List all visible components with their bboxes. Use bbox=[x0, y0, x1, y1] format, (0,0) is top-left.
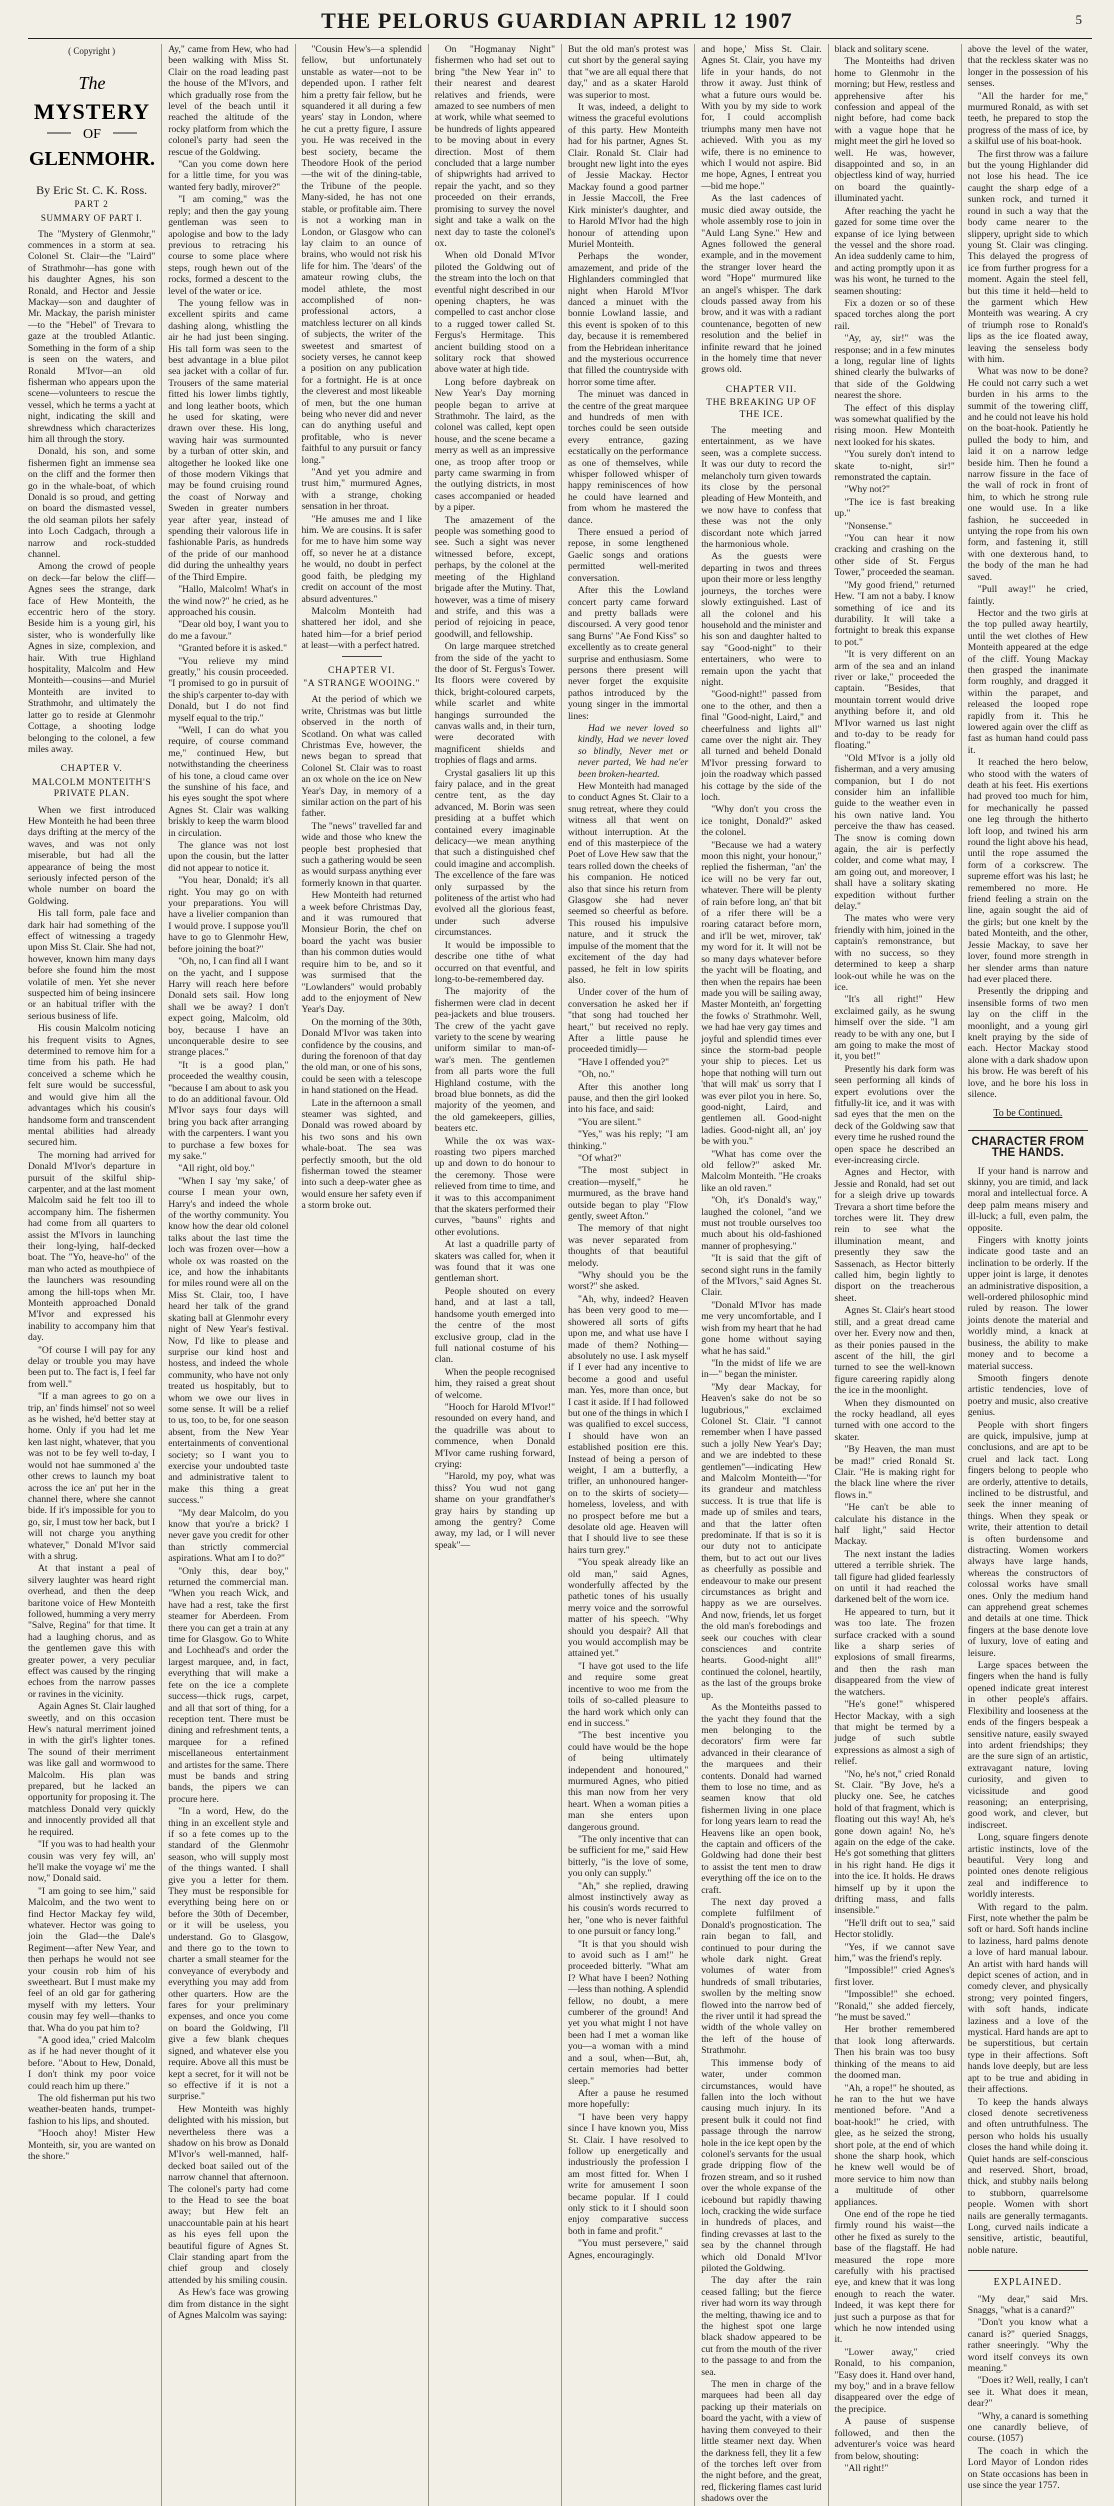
article-paragraph: With regard to the palm. First, note whether the palm be soft or hard. Soft hands incline to laziness, hard palms denote a love of hard manual labour. An artist with hard hands will depict scenes of action, and in comedy clever, and physically strong; very pointed fingers, with soft hands, indicate laziness and a love of the mystical. Hard hands are apt to be superstitious, but certain type in their affections. Soft hands love deeply, but are less apt to be true and abiding in their affections. bbox=[967, 1901, 1088, 2096]
story-paragraph: Presently his dark form was seen performing all kinds of expert evolutions over the fitfully-lit ice, and it was with sad eyes that the men on the deck of the Goldwing saw that every time he rushed round the open space he described an ever-increasing circle. bbox=[834, 1063, 955, 1166]
story-paragraph: "My dear Mackay, for Heaven's sake do not be so lugubrious," exclaimed Colonel St. Clair. "I cannot remember when I have passed such a jolly New Year's Day; and we are indebted to these gentlemen"—indicating Hew and Malcolm Monteith—"for its grandeur and matchless success. It is true that life is made up of smiles and tears, and that the latter often predominate. If that is so it is our duty not to anticipate them, but to act out our lives as cheerfully as possible and endeavour to make our present circumstances as bright and happy as we are ourselves. And now, friends, let us forget the old man's forebodings and seek our couches with clear consciences and contrite hearts. Good-night all!" continued the colonel, heartily, as the last of the groups broke up. bbox=[701, 1381, 822, 1701]
story-paragraph: At last a quadrille party of skaters was called for, when it was found that it was one gentleman short. bbox=[434, 1239, 555, 1285]
story-paragraph: "He can't be able to calculate his distance in the half light," said Hector Mackay. bbox=[834, 1502, 955, 1548]
column-8 bbox=[961, 44, 1094, 2506]
story-paragraph: Long before daybreak on New Year's Day morning people began to arrive at Strathmohr. The laird, as the colonel was called, kept open house, and the scene became a merry as well as an impressive one, as troop after troop or party came swarming in from the outlying districts, in most cases accompanied or headed by a piper. bbox=[434, 376, 555, 514]
summary-paragraph: Among the crowd of people on deck—far below the cliff—Agnes sees the strange, dark face of Hew Monteith, the eccentric hero of the story. Beside him is a young girl, his sister, who is wonderfully like Agnes in size, complexion, and hair. With true Highland hospitality, Malcolm and Hew Monteith—cousins—and Muriel Monteith are invited to Strathmohr, and ultimately the latter go to reside at Glenmohr Cottage, a shooting lodge belonging to the colonel, a few miles away. bbox=[28, 561, 156, 755]
story-paragraph: "My good friend," returned Hew. "I am not a baby. I know something of ice and its durability. It will take a fortnight to break this expanse to pot." bbox=[834, 579, 955, 648]
story-paragraph: The amazement of the people was something good to see. Such a sight was never witnessed before, except, perhaps, by the colonel at the meeting of the Highland brigade after the Mutiny. That, however, was a time of misery and strife, and this was a period of rejoicing in peace, goodwill, and fellowship. bbox=[434, 514, 555, 640]
story-paragraph: "Have I offended you?" bbox=[578, 1056, 670, 1068]
story-paragraph: "Good-night!" passed from one to the other, and then a final "Good-night, Laird," and cheerfulness and lights all" came over the night air. They all turned and beheld Donald M'Ivor pressing forward to join the roadway which passed his cottage by the side of the loch. bbox=[701, 689, 822, 803]
story-paragraph: "I am going to see him," said Malcolm, and the two went to find Hector Mackay fey wild, whatever. Hector was going to join the Glad—the Dale's Regiment—after New Year, and then perhaps he would not see your cousin rob him of his sweetheart. But I must make my feel of an old gar for gathering myself with my letters. Your cousin may fey well—thanks to that. Wha do you pat him to? bbox=[28, 1885, 156, 2034]
story-paragraph: After reaching the yacht he gazed for some time over the expanse of ice lying between the vessel and the shore road. An idea suddenly came to him, and acting promptly upon it as was his wont, he turned to the seamen shouting: bbox=[834, 205, 955, 297]
story-paragraph: "Nonsense." bbox=[844, 520, 893, 532]
story-paragraph: "Impossible!" she echoed. "Ronald," she added fiercely, "he must be saved." bbox=[834, 1989, 955, 2024]
story-paragraph: "He amuses me and I like him. We are cousins. It is safer for me to have him some way off, so never he at a distance he would, no doubt in perfect good faith, be pledging my credit on account of the most absurd adventures." bbox=[301, 513, 422, 605]
story-paragraph: Hector and the two girls at the top pulled away heartily, until the wet clothes of Hew Monteith appeared at the edge of the cliff. Young Mackay then grasped the inanimate form roughly, and dragged it within the parapet, and released the looped rope rapidly from it. This he lowered again over the cliff as fast as human hand could pass it. bbox=[967, 607, 1088, 756]
summary-paragraph: The "Mystery of Glenmohr," commences in a storm at sea. Colonel St. Clair—the "Laird" of Strathmohr—has gone with his daughter Agnes, his son Ronald, and Hector and Jessie Mackay—son and daughter of Mr. Mackay, the parish minister—to the "Hebel" of Trevara to gaze at the troubled Atlantic. Something in the form of a ship is seen on the waters, and Ronald M'Ivor—an old fisherman who appears upon the scene—volunteers to rescue the vessel, which he terms a yacht at night, indicating the skill and shrewdness which characterizes him all through the story. bbox=[28, 228, 156, 445]
story-paragraph: The "news" travelled far and wide and those who knew the people best prophesied that such a gathering would be seen as would surpass anything ever formerly known in that quarter. bbox=[301, 820, 422, 889]
article-paragraph: "Does it? Well, really, I can't see it. What does it mean, dear?" bbox=[967, 2375, 1088, 2410]
story-paragraph: Late in the afternoon a small steamer was sighted, and Donald was rowed aboard by his two sons and his own whale-boat. The sea was perfectly smooth, but the old fisherman towed the steamer into such a deep-water ghee as would ensure her safety even if a storm broke out. bbox=[301, 1097, 422, 1212]
svg-text:OF: OF bbox=[82, 127, 101, 143]
story-paragraph: The young fellow was in excellent spirits and came dashing along, whistling the air he had just been singing. His tall form was seen to the best advantage in a blue pilot sea jacket with a collar of fur. Trousers of the same material fitted his lower limbs tightly, and long leather boots, which he used for skating, were drawn over these. His long, waving hair was surmounted by a turban of otter skin, and altogether he looked like one of those modern Vikings that may be found cruising round the coast of Norway and Sweden in greater numbers year after year, instead of spending their valorous life in fashionable Paris, as hundreds of the pride of our manhood did during the unhealthy years of the Third Empire. bbox=[168, 297, 289, 583]
story-paragraph: "All the harder for me," murmured Ronald, as with set teeth, he prepared to stop the progress of the mass of ice, by a skilful use of his boat-hook. bbox=[967, 90, 1088, 148]
story-paragraph: Crystal gasaliers lit up this fairy palace, and in the great centre tent, as the day advanced, M. Borin was seen presiding at a buffet which contained every imaginable delicacy—we mean anything that such a distinguished chef could imagine and accomplish. The excellence of the fare was only surpassed by the politeness of the artist who had evolved all the glorious feast, under such adverse circumstances. bbox=[434, 767, 555, 939]
page-mark: 5 bbox=[1075, 12, 1082, 27]
story-paragraph: When they dismounted on the rocky headland, all eyes turned with one accord to the skater. bbox=[834, 1397, 955, 1443]
story-paragraph: This immense body of water, under common circumstances, would have fallen into the loch without causing much injury. In its present bulk it could not find passage through the narrow hole in the ice kept open by the colonel's servants for the usual grade dripping flow of the frozen stream, and so it rushed over the whole expanse of the icebound but rapidly thawing loch, cracking the wide surface in hundreds of places, and finding crevasses at last to the sea by the channel through which old Donald M'Ivor piloted the Goldwing. bbox=[701, 2057, 822, 2274]
story-paragraph: "Dear old boy, I want you to do me a favour." bbox=[168, 619, 289, 642]
chapter-7-heading: CHAPTER VII. bbox=[725, 383, 797, 395]
story-paragraph: It reached the hero below, who stood with the waters of death at his feet. His exertions had proved too much for him, for mechanically he passed one leg through the hitherto loft loop, and twined his arm round the light above his head, until the rope assumed the form of a corkscrew. The supreme effort was his last; he remembered no more. He friend feeling a strain on the line, again sought the aid of the girls; but one knelt by the bated Monteith, and the other, Jessie Mackay, to save her lover, found more strength in her slender arms than nature had ever placed there. bbox=[967, 757, 1088, 985]
story-paragraph: After this the Lowland concert party came forward and pretty ballads were discoursed. A very good tenor sang Burns' "Ae Fond Kiss" so excellently as to create general surprise and enthusiasm. Some persons there present will never forget the exquisite pathos introduced by the young singer in the immortal lines: bbox=[568, 585, 689, 722]
story-paragraph: The old fisherman put his two weather-beaten hands, trumpet-fashion to his lips, and shouted. bbox=[28, 2093, 156, 2127]
to-be-continued: To be Continued. bbox=[993, 1108, 1063, 1120]
column-7 bbox=[828, 44, 961, 2506]
story-paragraph: "Donald M'Ivor has made me very uncomfortable, and I wish from my heart that he had gone home without saying what he has said." bbox=[701, 1299, 822, 1357]
story-paragraph: When we first introduced Hew Monteith he had been three days drifting at the mercy of the waves, and was not only miserable, but had all the appearance of being the most seriously infected person of the whole number on board the Goldwing. bbox=[28, 804, 156, 907]
story-paragraph: "Only this, dear boy," returned the commercial man. "When you reach Wick, and have had a rest, take the first steamer for Aberdeen. From there you can get a train at any time for Glasgow. Go to White and Lochhead's and order the largest marquee, and, in fact, everything that will make a fete on the ice a complete success—thick rugs, carpet, and all that sort of thing, for a reception tent. There must be dining and refreshment tents, a marquee for a refined miscellaneous entertainment and artistes for the same. There must be bands and string bands, the pipers we can procure here. bbox=[168, 1565, 289, 1805]
story-paragraph: Agnes and Hector, with Jessie and Ronald, had set out for a sleigh drive up towards Trevara a short time before the torches were lit. They drew rein to see what the illumination meant, and presently they saw the Sassenach, as Hector bitterly called him, begin lightly to disport on the treacherous sheet. bbox=[834, 1167, 955, 1304]
story-paragraph: The Monteiths had driven home to Glenmohr in the morning; but Hew, restless and apprehensive after his confession and appeal of the night before, had come back with a vague hope that he might meet the girl he loved so well. He was, however, disappointed and so, in an objectless kind of way, hurried on board the quaintly-illuminated yacht. bbox=[834, 56, 955, 205]
story-paragraph: It would be impossible to describe one tithe of what occurred on that eventful, and long-to-be-remembered day. bbox=[434, 939, 555, 985]
story-paragraph: The effect of this display was somewhat qualified by the rising moon. Hew Monteith next looked for his skates. bbox=[834, 402, 955, 448]
story-paragraph: Under cover of the hum of conversation he asked her if "that song had touched her heart," but received no reply. After a little pause he proceeded timidly— bbox=[568, 987, 689, 1056]
story-paragraph: After a pause he resumed more hopefully: bbox=[568, 2087, 689, 2111]
story-paragraph: The meeting and entertainment, as we have seen, was a complete success. It was our duty to record the melancholy turn given towards its close by the personal pleading of Hew Monteith, and we now have to confess that these was not the only discordant note which jarred the harmonious whole. bbox=[701, 425, 822, 551]
story-paragraph: The glance was not lost upon the cousin, but the latter did not appear to notice it. bbox=[168, 840, 289, 874]
story-paragraph: On the morning of the 30th, Donald M'Ivor was taken into confidence by the cousins, and during the forenoon of that day the old man, or one of his sons, could be seen with a telescope in hand stationed on the Head. bbox=[301, 1016, 422, 1097]
story-paragraph: Fix a dozen or so of these spaced torches along the port rail. bbox=[834, 297, 955, 332]
story-paragraph: "Why don't you cross the ice tonight, Donald?" asked the colonel. bbox=[701, 804, 822, 839]
story-paragraph: "Harold, my poy, what was thiss? You wud not gang shame on your grandfather's gray hairs by standing up among the gentry? Come away, my lad, or I will never speak"— bbox=[434, 1471, 555, 1551]
story-paragraph: "Well, I can do what you require, of course command me," continued Hew, but notwithstanding the cheeriness of his tone, a cloud came over the sunshine of his face, and his eyes sought the spot where Agnes St. Clair was walking briskly to keep the warm blood in circulation. bbox=[168, 724, 289, 839]
article-paragraph: "Why, a canard is something one canardly believe, of course. (1057) bbox=[967, 2410, 1088, 2445]
story-paragraph: "Granted before it is asked." bbox=[178, 643, 288, 655]
article-paragraph: "My dear," said Mrs. Snaggs, "what is a canard?" bbox=[967, 2293, 1088, 2316]
summary-paragraph: Donald, his son, and some fishermen fight an immense sea on the cliff and the former then go in the whale-boat, of which Donald is so proud, and getting on board the dismasted vessel, the old seaman pilots her safely into Loch Cadgach, through a narrow and rock-studded channel. bbox=[28, 446, 156, 560]
story-paragraph: "Impossible!" cried Agnes's first lover. bbox=[834, 1965, 955, 1988]
story-paragraph: The men in charge of the marquees had been all day packing up their materials on board the yacht, with a view of having them conveyed to their little steamer next day. When the darkness fell, they lit a few of the torches left over from the night before, and the great, red, flickering flames cast lurid shadows over the bbox=[701, 2379, 822, 2505]
story-paragraph: "Of what?" bbox=[578, 1153, 622, 1164]
chapter-6-subtitle: "A STRANGE WOOING." bbox=[303, 677, 421, 689]
story-paragraph: The memory of that night was never separated from thoughts of that beautiful melody. bbox=[568, 1223, 689, 1269]
character-from-hands-heading: CHARACTER FROM THE HANDS. bbox=[968, 1130, 1088, 1160]
article-paragraph: "Don't you know what a canard is?" queried Snaggs, rather sneeringly. "Why the word itself conveys its own meaning." bbox=[967, 2317, 1088, 2375]
story-paragraph: After this another long pause, and then the girl looked into his face, and said: bbox=[568, 1081, 689, 1116]
story-paragraph: "Hooch for Harold M'Ivor!" resounded on every hand, and the quadrille was about to commence, when Donald M'Ivor came rushing forward, crying: bbox=[434, 1401, 555, 1470]
story-paragraph: Presently the dripping and insensible forms of two men lay on the cliff in the moonlight, and a young girl knelt praying by the side of each. Hector Mackay stood alone with a dark shadow upon his brow. He was bereft of his love, and he bore his loss in silence. bbox=[967, 986, 1088, 1100]
story-paragraph: "I have got used to the life and require some great incentive to woo me from the toils of so-called pleasure to the hard work which only can end in success." bbox=[568, 1660, 689, 1729]
story-paragraph: His tall form, pale face and dark hair had something of the effect of witnessing a tragedy upon Miss St. Clair. She had not, however, known him many days before she found him the most volatile of men. Yet she never suspected him of being insincere or an habitual trifler with the serious business of life. bbox=[28, 908, 156, 1022]
story-paragraph: "If a man agrees to go on a trip, an' finds himsel' not so weel as he wished, he'd better stay at home. Only if you had let me ken last night, whatever, that you was not to be fey well to-day, I would not hae summoned a' the other crews to launch my boat across the ice an' put her in the channel there, where she cannot bide. If it's impossible for you to go, sir, I must tow her back, but I will not charge you anything whatever," Donald M'Ivor said with a shrug. bbox=[28, 1391, 156, 1562]
story-paragraph: "It's all right!" Hew exclaimed gaily, as he swung himself over the side. "I am ready to be with any one, but I am going to make the most of it, you bet!" bbox=[834, 994, 955, 1063]
story-paragraph: "In a word, Hew, do the thing in an excellent style and if so a fete comes up to the standard of the Glenmohr season, who will supply most of the things wanted. I shall give you a letter for them. They must be responsible for everything being here on or before the 30th of December, or it will be useless, you understand. Go to Glasgow, and there go to the town to charter a small steamer for the conveyance of everybody and everything you may add from other quarters. How are the fares for your preliminary expenses, and once you come on board the Goldwing, I'll give a few blank cheques signed, and whatever else you require. Above all this must be kept a secret, for it will not be so effective if it is not a surprise." bbox=[168, 1806, 289, 2103]
story-paragraph: There ensued a period of repose, in some lengthened Gaelic songs and orations permitted well-merited conversation. bbox=[568, 527, 689, 584]
story-paragraph: "By Heaven, the man must be mad!" cried Ronald St. Clair. "He is making right for the black line where the river flows in." bbox=[834, 1444, 955, 1501]
article-paragraph: The coach in which the Lord Mayor of London rides on State occasions has been in use since the year 1757. bbox=[967, 2445, 1088, 2492]
story-paragraph: "Because we had a watery moon this night, your honour," replied the fisherman, "an' the ice will no be very far out, whatever. There will be plenty of rain before long, an' that bit of a rifer there will be a roaring cataract before morn, and it'll be wet, mirover, tak' my word for it. It will not be so many days whatever before the yacht will be floating, and then when the repairs hae been made you will be sailing away, Master Monteith, an' forgetting the fowks o' Strathmohr. Well, we had hae very gay times and joyful and splendid times ever since the storm-bad people your ship to pieces. Let us hope that nothing will turn out 'that will mak' us sorry that I was ever pilot you in here. So, good-night, Laird, and gentlemen all. Good-night ladies. Good-night all, an' joy be with you." bbox=[701, 839, 822, 1148]
story-paragraph: "Oh, it's Donald's way," laughed the colonel, "and we must not trouble ourselves too much about his old-fashioned manner of prophesying." bbox=[701, 1195, 822, 1252]
article-paragraph: Smooth fingers denote artistic tendencies, love of poetry and music, also creative genius. bbox=[967, 1372, 1088, 1419]
story-paragraph: "He'll drift out to sea," said Hector stolidly. bbox=[834, 1917, 955, 1941]
story-paragraph: "All right!" bbox=[844, 2462, 889, 2474]
story-paragraph: "The most subject in creation—myself," he murmured, as the brave hand outside began to play "Flow gently, sweet Afton." bbox=[568, 1165, 689, 1223]
story-paragraph: "It is said that the gift of second sight runs in the family of the M'Ivors," said Agnes St. Clair. bbox=[701, 1253, 822, 1299]
story-paragraph: black and solitary scene. bbox=[834, 44, 929, 55]
story-paragraph: "Lower away," cried Ronald, to his companion, "Easy does it. Hand over hand, my boy," and in a brave fellow disappeared over the edge of the precipice. bbox=[834, 2346, 955, 2415]
story-paragraph: On "Hogmanay Night" fishermen who had set out to bring "the New Year in" to their nearest and dearest relatives and friends, were amazed to see numbers of men at work, while what seemed to be hundreds of lights appeared to be moving about in every direction. Most of them concluded that a large number of shipwrights had arrived to repair the yacht, and so they proceeded on their errands, promising to survey the novel sight and take a walk on the next day to taste the colonel's ox. bbox=[434, 44, 555, 249]
columns bbox=[28, 44, 1094, 2505]
story-paragraph: The next day proved a complete fulfilment of Donald's prognostication. The rain began to fall, and continued to pour during the whole dark night. Great volumes of water from hundreds of small tributaries, swollen by the melting snow flowed into the narrow bed of the river until it had spread the width of the whole valley on the left of the house of Strathmohr. bbox=[701, 1897, 822, 2057]
story-paragraph: "He's gone!" whispered Hector Mackay, with a sigh that might be termed by a judge of such subtle expressions as almost a sigh of relief. bbox=[834, 1699, 955, 1768]
newspaper-title: THE PELORUS GUARDIAN APRIL 12 1907 bbox=[321, 8, 793, 33]
part-label: PART 2 bbox=[74, 198, 109, 209]
svg-text:The: The bbox=[78, 73, 106, 94]
story-paragraph: "Old M'Ivor is a jolly old fisherman, and a very amusing companion, but I do not consider him an infallible guide to the weather even in his own native land. You perceive the thaw has ceased. The snow is coming down again, the air is perfectly colder, and come what may, I am going out, and moreover, I shall have a solitary skating expedition without further delay." bbox=[834, 752, 955, 913]
story-paragraph: "No, he's not," cried Ronald St. Clair. "By Jove, he's a plucky one. See, he catches hold of that fragment, which is floating out this way! Ah, he's gone down again! No, he's again on the edge of the cake. He's got something that glitters in his right hand. He digs it into the ice. It holds. He draws himself up by it upon the drifting mass, and falls insensible." bbox=[834, 1768, 955, 1917]
story-paragraph: The first throw was a failure but the young Highlander did not lose his head. The ice caught the sharp edge of a sunken rock, and turned it round in such a way that the body came nearer to the slippery, upright side to which young St. Clair was clinging. This delayed the progress of ice from further progress for a moment. Again the steel fell, but this time it held—held to the garment which Hew Monteith was wearing. A cry of triumph rose to Ronald's lips as the ice floated away, leaving the senseless body with him. bbox=[967, 148, 1088, 365]
story-paragraph: "Can you come down here for a little time, for you was wanted fery badly, mirover?" bbox=[168, 159, 289, 193]
story-paragraph: "The only incentive that can be sufficient for me," said Hew bitterly, "is the love of some, you only can supply." bbox=[568, 1833, 689, 1880]
column-3 bbox=[295, 44, 428, 2506]
story-paragraph: What was now to be done? He could not carry such a wet burden in his arms to the summit of the towering cliff, and he could not leave his hold on the boat-hook. Patiently he pulled the body to him, and laid it on a narrow ledge beside him. Then he found a narrow fissure in the face of the wall of rock in front of him, to which he strong rule one would use. In a like fashion, he succeeded in untying the rope from his own form, and fastening it, still with one dexterous hand, to the body of the man he had saved. bbox=[967, 366, 1088, 583]
chapter-7-subtitle: THE BREAKING UP OF THE ICE. bbox=[706, 397, 817, 420]
story-paragraph: The majority of the fishermen were clad in decent pea-jackets and blue trousers. The crew of the yacht gave variety to the scene by wearing uniform similar to man-of-war's men. The gentlemen from all parts wore the full Highland costume, with the broad blue bonnets, as did the majority of the yeomen, and the old gamekeepers, gillies, beaters etc. bbox=[434, 986, 555, 1135]
story-paragraph: But the old man's protest was cut short by the general saying that "we are all equal there that day," and as a skater Harold was superior to most. bbox=[568, 44, 689, 101]
story-paragraph: The mates who were very friendly with him, joined in the captain's remonstrance, but with no success, so they determined to keep a sharp look-out while he was on the ice. bbox=[834, 913, 955, 993]
article-paragraph: Large spaces between the fingers when the hand is fully opened indicate great interest in other people's affairs. Flexibility and looseness at the ends of the fingers bespeak a sensitive nature, easily swayed into ardent friendships; they are the sure sign of an artistic, extravagant nature, loving curiosity, and given to vicissitude and good reasoning; an enterprising, good work, and clever, but indiscreet. bbox=[967, 1660, 1088, 1831]
story-paragraph: Malcolm Monteith had shattered her idol, and she hated him—for a brief period at least—with a perfect hatred. bbox=[301, 605, 422, 652]
byline: By Eric St. C. K. Ross. bbox=[36, 183, 148, 198]
story-paragraph: "What has come over the old fellow?" asked Mr. Malcolm Monteith. "He croaks like an old raven." bbox=[701, 1148, 822, 1194]
story-paragraph: One end of the rope he tied firmly round his waist—the other he fixed as surely to the base of the flagstaff. He had measured the rope more carefully with his practised eye, and knew that it was long enough to reach the water. Indeed, it was kept there for just such a purpose as that for which he now intended using it. bbox=[834, 2208, 955, 2346]
story-paragraph: His cousin Malcolm noticing his frequent visits to Agnes, determined to remove him for a time from his path. He had conceived a scheme which he felt sure would be successful, and would give him all the advantages which his cousin's handsome form and transcendent mental abilities had already secured him. bbox=[28, 1023, 156, 1149]
story-paragraph: When old Donald M'Ivor piloted the Goldwing out of the stream into the loch on that eventful night described in our opening chapters, he was compelled to cast anchor close to a rugged tower called St. Fergus's Hermitage. This ancient building stood on a solitary rock that showed above water at high tide. bbox=[434, 250, 555, 376]
story-paragraph: "You relieve my mind greatly," his cousin proceeded. "I promised to go in pursuit of the ship's carpenter to-day with Donald, but I do not find myself equal to the trip." bbox=[168, 655, 289, 724]
story-paragraph: "You can hear it now cracking and crashing on the other side of St. Fergus Tower," proceeded the seaman. bbox=[834, 533, 955, 579]
story-paragraph: "Hooch ahoy! Mister Hew Monteith, sir, you are wanted on the shore." bbox=[28, 2128, 156, 2163]
svg-text:MYSTERY: MYSTERY bbox=[33, 99, 150, 125]
column-5 bbox=[561, 44, 694, 2506]
story-paragraph: It was, indeed, a delight to witness the graceful evolutions of this party. Hew Monteith had for his partner, Agnes St. Clair. Ronald St. Clair had brought new light into the eyes of Jessie Mackay. Hector Mackay found a good partner in Jessie Maccoll, the Free Kirk minister's daughter, and to Harold M'Ivor had the high honour of attending upon Muriel Monteith. bbox=[568, 102, 689, 250]
story-paragraph: The day after the rain ceased falling; but the fierce river had worn its way through the melting, thawing ice and to the highest spot one large black shadow appeared to be cut from the mouth of the river to the passage to and from the sea. bbox=[701, 2275, 822, 2378]
story-paragraph: When the people recognised him, they raised a great shout of welcome. bbox=[434, 1366, 555, 1401]
story-paragraph: On large marquee stretched from the side of the yacht to the door of St. Fergus's Tower. Its floors were covered by thick, bright-coloured carpets, while scarlet and white hangings surrounded the canvas walls and, in their turn, were decorated with magnificent shields and trophies of flags and arms. bbox=[434, 641, 555, 767]
story-paragraph: "You are silent." bbox=[578, 1116, 642, 1128]
story-paragraph: As the Monteiths passed to the yacht they found that the men belonging to the decorators' firm were far advanced in their clearance of the marquees and their contents. Donald had warned them to lose no time, and as seamen know that old fishermen living in one place for long years learn to read the Heavens like an open book, the captain and officers of the Goldwing had done their best to assist the tent men to draw everything off the ice on to the craft. bbox=[701, 1702, 822, 1896]
summary-heading: SUMMARY OF PART I. bbox=[40, 213, 143, 224]
column-1 bbox=[28, 44, 161, 2506]
story-paragraph: While the ox was wax-roasting two pipers marched up and down to do honour to the ceremony. Those were relieved from time to time, and it was to this accompaniment that the skaters performed their curves, "bauns" rights and other evolutions. bbox=[434, 1135, 555, 1238]
column-2 bbox=[161, 44, 294, 2506]
story-logo bbox=[28, 61, 155, 179]
masthead bbox=[0, 0, 1114, 40]
story-paragraph: "All right, old boy." bbox=[178, 1163, 255, 1175]
article-paragraph: To keep the hands always closed denote secretiveness and often untruthfulness. The person who holds his usually closes the hand while doing it. Quiet hands are self-conscious and reserved. Short, broad, thick, and stubby nails belong to stubborn, quarrelsome people. Women with short nails are generally termagants. Long, curved nails indicate a sensitive, artistic, beautiful, noble nature. bbox=[967, 2096, 1088, 2256]
story-paragraph: "You surely don't intend to skate to-night, sir!" remonstrated the captain. bbox=[834, 449, 955, 484]
article-paragraph: People with short fingers are quick, impulsive, jump at conclusions, and are apt to be cruel and lack tact. Long fingers belong to people who are orderly, attentive to details, inclined to be distrustful, and seek the inner meaning of things. When they speak or write, their attention to detail is often burdensome and distracting. Women workers always have large hands, whereas the constructors of colossal works have small ones. Only the medium hand can apprehend great schemes and details at one time. Thick fingers at the base denote love of luxury, love of eating and leisure. bbox=[967, 1419, 1088, 1659]
story-paragraph: He appeared to turn, but it was too late. The frozen surface cracked with a sound like a sharp series of explosions of small firearms, and then the rash man disappeared from the view of the watchers. bbox=[834, 1606, 955, 1698]
story-paragraph: "I have been very happy since I have known you, Miss St. Clair. I have resolved to follow up energetically and industriously the profession I am most fitted for. When I write for amusement I soon became popular. If I could only stick to it I should soon enjoy comparative success both in fame and profit." bbox=[568, 2111, 689, 2237]
column-4 bbox=[428, 44, 561, 2506]
chapter-5-heading: CHAPTER V. bbox=[60, 763, 123, 775]
story-paragraph: "You must persevere," said Agnes, encouragingly. bbox=[568, 2238, 689, 2261]
story-paragraph: "Ay, ay, sir!" was the response; and in a few minutes a long, regular line of lights shined clearly the bulwarks of that side of the Goldwing nearest the shore. bbox=[834, 333, 955, 402]
story-paragraph: Hew Monteith had managed to conduct Agnes St. Clair to a snug retreat, where they could witness all that went on without interruption. At the end of this masterpiece of the Poet of Love Hew saw that the tears rolled down the cheeks of his companion. He noticed also that since his return from Glasgow she had never seemed so cheerful as before. This roused his impulsive nature, and it struck the impulse of the moment that the excitement of the day had passed, he felt in low spirits also. bbox=[568, 781, 689, 986]
story-paragraph: "Of course I will pay for any delay or trouble you may have been put to. The fact is, I feel far from well." bbox=[28, 1344, 156, 1390]
story-paragraph: As the guests were departing in twos and threes upon their more or less lengthy journeys, the torches were slowly extinguished. Last of all the colonel and his household and the minister and his son and daughter halted to say "Good-night" to their entertainers, who were to remain upon the yacht that night. bbox=[701, 551, 822, 688]
story-paragraph: A pause of suspense followed, and then the adventurer's voice was heard from below, shouting: bbox=[834, 2416, 955, 2462]
story-paragraph: "It is very different on an arm of the sea and an inland river or lake," proceeded the captain. "Besides, that mountain torrent would drive anything before it, and old M'Ivor warned us last night and to-day to be ready for floating." bbox=[834, 649, 955, 752]
story-paragraph: "The best incentive you could have would be the hope of being ultimately independent and honoured," murmured Agnes, who pitied this man now from her very heart. When a woman pities a man she enters upon dangerous ground. bbox=[568, 1730, 689, 1833]
article-paragraph: If your hand is narrow and skinny, you are timid, and lack moral and intellectual force. A deep palm means misery and ill-luck; a full, even palm, the opposite. bbox=[967, 1165, 1088, 1234]
story-paragraph: At the period of which we write, Christmas was but little observed in the north of Scotland. On what was called Christmas Eve, however, the news began to spread that Colonel St. Clair was to roast an ox whole on the ice on New Year's Day, in memory of a similar action on the part of his father. bbox=[301, 694, 422, 820]
column-6 bbox=[694, 44, 827, 2506]
story-paragraph: "Yes, if we cannot save him," was the friend's reply. bbox=[834, 1941, 955, 1965]
story-paragraph: "Hallo, Malcolm! What's in the wind now?" he cried, as he approached his cousin. bbox=[168, 584, 289, 618]
story-paragraph: "A good idea," cried Malcolm as if he had never thought of it before. "About to Hew, Donald, I don't think my poor voice could reach him up there." bbox=[28, 2035, 156, 2092]
story-paragraph: "Ah, why, indeed? Heaven has been very good to me—showered all sorts of gifts upon me, and what use have I made of them? Nothing—absolutely no use. I ask myself if I ever had any incentive to become a good and useful man. Yes, more than once, but I cast it aside. If I had followed but one of the things in which I was qualified to excel success, I should have won an established position ere this. Instead of being a person of weight, I am a butterfly, a trifler, an unhonoured hanger-on to the skirts of society—homeless, loveless, and with no prospect before me but a desolate old age. Heaven will that I should live to see these hairs turn grey." bbox=[568, 1293, 689, 1556]
story-paragraph: Perhaps the wonder, amazement, and pride of the Highlanders commingled that night when Harold M'Ivor danced a minuet with the bonnie Lowland lassie, and this event is spoken of to this day, because it is remembered from the Hebridean inheritance and the mysterious occurrence that filled the countryside with horror some time after. bbox=[568, 251, 689, 388]
story-paragraph: "Oh, no." bbox=[578, 1069, 615, 1081]
story-paragraph: "I am coming," was the reply; and then the gay young gentleman was seen to apologise and bow to the lady previous to retracing his course to some place where steps, rough hewn out of the rocks, formed a descent to the level of the water or ice. bbox=[168, 194, 289, 297]
story-paragraph: "Ah, a rope!" he shouted, as he ran to the hut we have mentioned before. "And a boat-hook!" he cried, with glee, as he seized the strong, short pole, at the end of which shone the sharp hook, which he knew well would be of more service to him now than a multitude of other appliances. bbox=[834, 2082, 955, 2208]
story-paragraph: "If you was to had health your cousin was very fey will, an' he'll make the voyage wi' me the now," Donald said. bbox=[28, 1839, 156, 1885]
story-paragraph: Agnes St. Clair's heart stood still, and a great dread came over her. Every now and then, as their ponies paused in the ascent of the hill, the girl turned to see the well-known figure careering rapidly along the ice in the moonlight. bbox=[834, 1305, 955, 1397]
chapter-5-subtitle: MALCOLM MONTEITH'S PRIVATE PLAN. bbox=[31, 776, 152, 800]
story-paragraph: "My dear Malcolm, do you know that you're a brick? I never gave you credit for other than strictly commercial aspirations. What am I to do?" bbox=[168, 1507, 289, 1565]
story-paragraph: The minuet was danced in the centre of the great marquee and hundreds of men with torches could be seen outside every entrance, gazing ecstatically on the performance as one of themselves, while whisper followed whisper of happy reminiscences of how he could have learned and from whom he mastered the dance. bbox=[568, 389, 689, 526]
story-paragraph: above the level of the water, that the reckless skater was no longer in the possession of his senses. bbox=[967, 44, 1088, 90]
story-paragraph: "Why should you be the worst?" she asked. bbox=[568, 1270, 689, 1293]
story-paragraph: Again Agnes St. Clair laughed sweetly, and on this occasion Hew's natural merriment joined in with the girl's lighter tones. The sound of their merriment was like gall and wormwood to Malcolm. His plan was prepared, but he lacked an opportunity for proposing it. The matchless Donald very quickly and innocently provided all that he required. bbox=[28, 1701, 156, 1838]
article-paragraph: Fingers with knotty joints indicate good taste and an inclination to be orderly. If the upper joint is large, it denotes an administrative disposition, a well-ordered philosophic mind ruled by reason. The lower joints denote the material and worldly mind, a knack at business, the ability to make money and to become a material success. bbox=[967, 1235, 1088, 1372]
verse: Had we never loved so kindly, Had we never loved so blindly, Never met or never parted, We had ne'er been broken-hearted. bbox=[578, 722, 689, 780]
story-paragraph: "Yes," was his reply; "I am thinking." bbox=[568, 1129, 689, 1152]
masthead-rule bbox=[28, 38, 1092, 39]
story-paragraph: Her brother remembered that look long afterwards. Then his brain was too busy thinking of the means to aid the doomed man. bbox=[834, 2024, 955, 2082]
story-paragraph: "Ah," she replied, drawing almost instinctively away as his cousin's words recurred to her, "one who is never faithful to one pursuit or fancy long." bbox=[568, 1880, 689, 1938]
story-paragraph: The next instant the ladies uttered a terrible shriek. The tall figure had glided fearlessly on until it had reached the darkened belt of the worn ice. bbox=[834, 1548, 955, 1606]
story-paragraph: and hope,' Miss St. Clair. Agnes St. Clair, you have my life in your hands, do not throw it away. Just think of what a future ours would be. With you by my side to work for, I could accomplish triumphs many men have not achieved. With you as my wife, there is no eminence to which I would not aspire. Bid me hope, Agnes, I entreat you—bid me hope." bbox=[701, 44, 822, 192]
story-paragraph: "You hear, Donald; it's all right. You may go on with your preparations. You will have a livelier companion than I would prove. I suppose you'll have to go to Glenmohr Hew, before joining the boat?" bbox=[168, 875, 289, 955]
story-paragraph: "It is that you should wish to avoid such as I am!" he proceeded bitterly. "What am I? What have I been? Nothing—less than nothing. A splendid fellow, no doubt, a mere cumberer of the ground! And yet you what might I not have been had I met a woman like you—a woman with a mind and a soul, when—But, ah, certain memories had better sleep." bbox=[568, 1938, 689, 2087]
story-paragraph: "Pull away!" he cried, faintly. bbox=[967, 584, 1088, 607]
section-rule bbox=[342, 656, 382, 657]
story-paragraph: Hew Monteith was highly delighted with his mission, but nevertheless there was a shadow on his brow as Donald M'Ivor's well-manned, half-decked boat sailed out of the narrow channel that afternoon. The colonel's party had come to the Head to see the boat away; but Hew felt an unaccountable pain at his heart as his eyes fell upon the beautiful figure of Agnes St. Clair standing apart from the chief group and closely attended by his smiling cousin. bbox=[168, 2103, 289, 2286]
story-paragraph: "In the midst of life we are in—" began the minister. bbox=[701, 1357, 822, 1381]
copyright-note: ( Copyright ) bbox=[68, 46, 116, 56]
story-paragraph: "And yet you admire and trust him," murmured Agnes, with a strange, choking sensation in her throat. bbox=[301, 467, 422, 513]
story-paragraph: "When I say 'my sake,' of course I mean your own, Harry's and indeed the whole of the worthy community. You know how the dear old colonel talks about the last time the loch was frozen over—how a whole ox was roasted on the ice, and how the inhabitants for miles round were all on the Miss St. Clair, too, I have heard her talk of the grand skating ball at Glenmohr every night of New Year's festival. Now, I'd like to please and surprise our kind host and hostess, and indeed the whole community, who have not only treated us hospitably, but to whom we owe our lives in some sense. It will be a relief to us, too, to be, for one season absent, from the New Year entertainments of conventional society; so I want you to exercise your undoubted taste and administrative talent to make this thing a great success." bbox=[168, 1175, 289, 1507]
svg-text:GLENMOHR.: GLENMOHR. bbox=[28, 148, 155, 171]
story-paragraph: As the last cadences of music died away outside, the whole assembly rose to join in "Auld Lang Syne." Hew and Agnes followed the general example, and in the movement the stranger lover heard the word "Hope" murmured like an angel's whisper. The dark clouds passed away from his brow, and it was with a radiant countenance, begotten of new resolution and the belief in infinite reward that he joined in the homely time that never grows old. bbox=[701, 193, 822, 376]
story-paragraph: The morning had arrived for Donald M'Ivor's departure in pursuit of the skilful ship-carpenter, and at the last moment Malcolm said he felt too ill to accompany him. The fishermen had come from all quarters to assist the M'Ivors in launching their long-lying, half-decked boat. The "Yo, heave-ho" of the man who acted as mouthpiece of the launchers was resounding among the hill-tops when Mr. Monteith approached Donald M'Ivor and expressed his inability to accompany him that day. bbox=[28, 1149, 156, 1344]
story-paragraph: At that instant a peal of silvery laughter was heard right overhead, and then the deep baritone voice of Hew Monteith followed, humming a very merry "Salve, Regina" for that time. It had a laughing chorus, and as the gentlemen gave this with greater power, a very peculiar effect was caused by the ringing echoes from the narrow passes or ravines in the vicinity. bbox=[28, 1563, 156, 1700]
story-paragraph: Ay," came from Hew, who had been walking with Miss St. Clair on the road leading past the house of the M'Ivors, and which gradually rose from the level of the beach until it reached the altitude of the rocky platform from which the colonel's party had seen the rescue of the Goldwing. bbox=[168, 44, 289, 158]
story-paragraph: "You speak already like an old man," said Agnes, wonderfully affected by the pathetic tones of his usually merry voice and the sorrowful matter of his speech. "Why should you despair? All that you would accomplish may be attained yet." bbox=[568, 1557, 689, 1660]
story-paragraph: "Oh, no, I can find all I want on the yacht, and I suppose Harry will reach here before Donald sets sail. How long shall we be away? I don't expect going, Malcolm, old boy, because I have an unconquerable desire to see strange places." bbox=[168, 956, 289, 1059]
story-paragraph: People shouted on every hand, and at last a tall, handsome youth emerged into the centre of the most exclusive group, clad in the full national costume of his clan. bbox=[434, 1285, 555, 1366]
explained-heading: EXPLAINED. bbox=[968, 2270, 1088, 2288]
article-paragraph: Long, square fingers denote artistic instincts, love of the beautiful. Very long and pointed ones denote religious zeal and indifference to worldly interests. bbox=[967, 1832, 1088, 1901]
story-paragraph: "The ice is fast breaking up." bbox=[834, 496, 955, 520]
story-paragraph: "It is a good plan," proceeded the wealthy cousin, "because I am about to ask you to do an additional favour. Old M'Ivor says four days will bring you back after arranging with the carpenters. I want you to purchase a few boxes for my sake." bbox=[168, 1059, 289, 1162]
story-paragraph: As Hew's face was growing dim from distance in the sight of Agnes Malcolm was saying: bbox=[168, 2287, 289, 2322]
chapter-6-heading: CHAPTER VI. bbox=[327, 664, 396, 676]
story-paragraph: Hew Monteith had returned a week before Christmas Day, and it was rumoured that Monsieur Borin, the chef on board the yacht was busier than his common duties would require him to be, and so it was surmised that the "Lowlanders" would probably add to the enjoyment of New Year's Day. bbox=[301, 890, 422, 1016]
story-paragraph: "Why not?" bbox=[844, 484, 890, 496]
story-paragraph: "Cousin Hew's—a splendid fellow, but unfortunately unstable as water—not to be depended upon. I rather felt him a pretty fair fellow, but he squandered it all during a few years' stay in London, where he cut a pretty figure, I assure you. He was received in the best society, became the Theodore Hook of the period—the wit of the dining-table, the Tribune of the people. Many-sided, he has not one stable, or profitable aim. There is not a working man in London, or Glasgow who can lay claim to an ounce of brains, who would not risk his life for him. The 'dears' of the amateur rowing clubs, the model athlete, the most accomplished of non-professional actors, a matchless lecturer on all kinds of subjects, the writer of the sweetest and smartest of society verses, he cannot keep a position on any publication for a fortnight. He is at once the cleverest and most likeable of men, but the one human being who never did and never can do anything useful and profitable, who is never faithful to any pursuit or fancy long." bbox=[301, 44, 422, 466]
